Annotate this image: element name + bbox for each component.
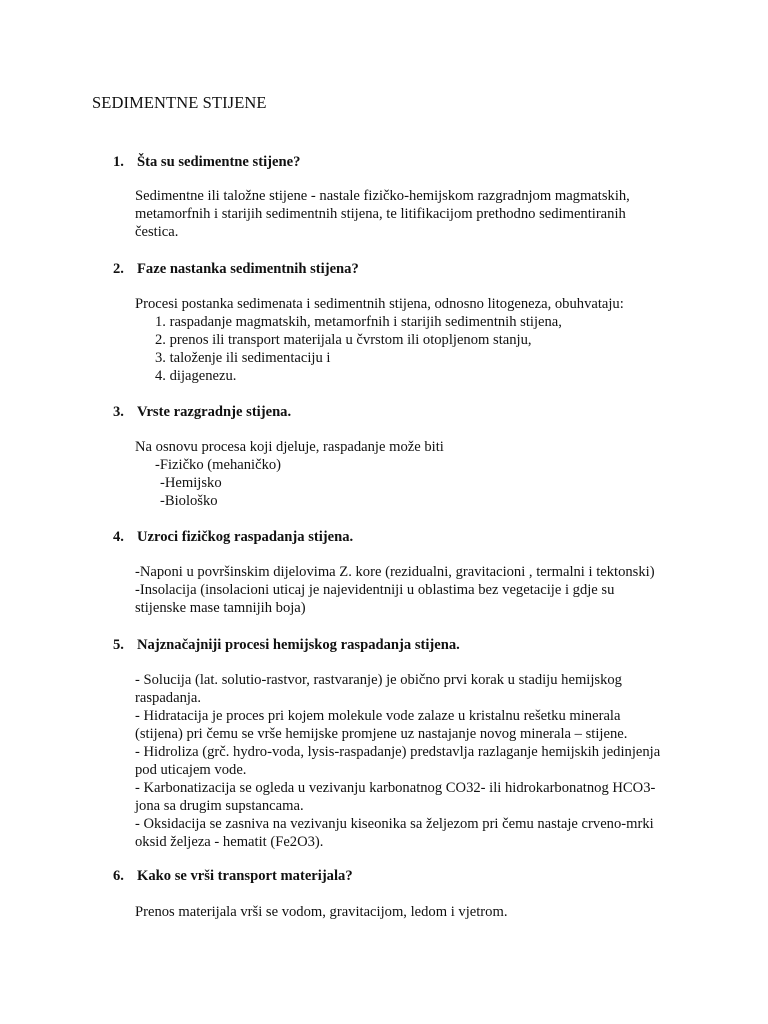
paragraph-line: -Insolacija (insolacioni uticaj je najevidentniji u oblastima bez vegetacije i gdje su: [135, 582, 615, 598]
paragraph-line: - Hidratacija je proces pri kojem molekule vode zalaze u kristalnu rešetku minerala: [135, 708, 621, 724]
paragraph-line: -Naponi u površinskim dijelovima Z. kore (rezidualni, gravitacioni , termalni i tektonski): [135, 564, 655, 580]
paragraph-line: čestica.: [135, 224, 179, 240]
section-number: 3.: [113, 404, 124, 420]
paragraph-line: - Solucija (lat. solutio-rastvor, rastvaranje) je obično prvi korak u stadiju hemijskog: [135, 672, 622, 688]
paragraph-line: Procesi postanka sedimenata i sedimentnih stijena, odnosno litogeneza, obuhvataju:: [135, 296, 624, 312]
list-item: 4. dijagenezu.: [155, 368, 237, 384]
section-5-heading: [113, 636, 460, 654]
paragraph-line: pod uticajem vode.: [135, 762, 247, 778]
section-2-body: [135, 295, 675, 385]
section-number: 6.: [113, 868, 124, 884]
paragraph-line: - Oksidacija se zasniva na vezivanju kiseonika sa željezom pri čemu nastaje crveno-mrki: [135, 816, 654, 832]
section-1-heading: [113, 153, 300, 171]
section-heading-text: Kako se vrši transport materijala?: [137, 868, 353, 884]
list-item: -Fizičko (mehaničko): [155, 457, 282, 473]
paragraph-line: stijenske mase tamnijih boja): [135, 600, 306, 616]
list-item: 1. raspadanje magmatskih, metamorfnih i starijih sedimentnih stijena,: [155, 314, 562, 330]
paragraph-line: Sedimentne ili taložne stijene - nastale fizičko-hemijskom razgradnjom magmatskih,: [135, 188, 630, 204]
section-3-heading: [113, 403, 291, 421]
section-heading-text: Vrste razgradnje stijena.: [137, 404, 292, 420]
paragraph-line: (stijena) pri čemu se vrše hemijske promjene uz nastajanje novog minerala – stijene.: [135, 726, 628, 742]
section-heading-text: Uzroci fizičkog raspadanja stijena.: [137, 529, 354, 545]
paragraph-line: - Hidroliza (grč. hydro-voda, lysis-raspadanje) predstavlja razlaganje hemijskih jedinjenja: [135, 744, 661, 760]
section-6-heading: [113, 867, 353, 885]
section-3-body: [135, 438, 675, 510]
paragraph-line: Na osnovu procesa koji djeluje, raspadanje može biti: [135, 439, 444, 455]
list-item: 3. taloženje ili sedimentaciju i: [155, 350, 331, 366]
paragraph-line: jona sa drugim supstancama.: [135, 798, 304, 814]
document-title: SEDIMENTNE STIJENE: [92, 93, 267, 112]
section-5-body: [135, 671, 675, 851]
section-1-body: [135, 187, 675, 241]
paragraph-line: oksid željeza - hematit (Fe2O3).: [135, 834, 324, 850]
section-number: 4.: [113, 529, 124, 545]
section-heading-text: Faze nastanka sedimentnih stijena?: [137, 261, 359, 277]
section-2-heading: [113, 260, 359, 278]
section-heading-text: Najznačajniji procesi hemijskog raspadanja stijena.: [137, 637, 460, 653]
list-item: -Biološko: [160, 493, 218, 509]
paragraph-line: raspadanja.: [135, 690, 202, 706]
section-number: 2.: [113, 261, 124, 277]
section-4-body: [135, 563, 675, 617]
section-heading-text: Šta su sedimentne stijene?: [137, 154, 301, 170]
paragraph-line: Prenos materijala vrši se vodom, gravitacijom, ledom i vjetrom.: [135, 904, 508, 920]
section-4-heading: [113, 528, 353, 546]
paragraph-line: - Karbonatizacija se ogleda u vezivanju karbonatnog CO32- ili hidrokarbonatnog HCO3-: [135, 780, 656, 796]
paragraph-line: metamorfnih i starijih sedimentnih stijena, te litifikacijom prethodno sedimentiranih: [135, 206, 626, 222]
section-6-body: [135, 903, 675, 921]
section-number: 5.: [113, 637, 124, 653]
section-number: 1.: [113, 154, 124, 170]
list-item: -Hemijsko: [160, 475, 222, 491]
list-item: 2. prenos ili transport materijala u čvrstom ili otopljenom stanju,: [155, 332, 532, 348]
